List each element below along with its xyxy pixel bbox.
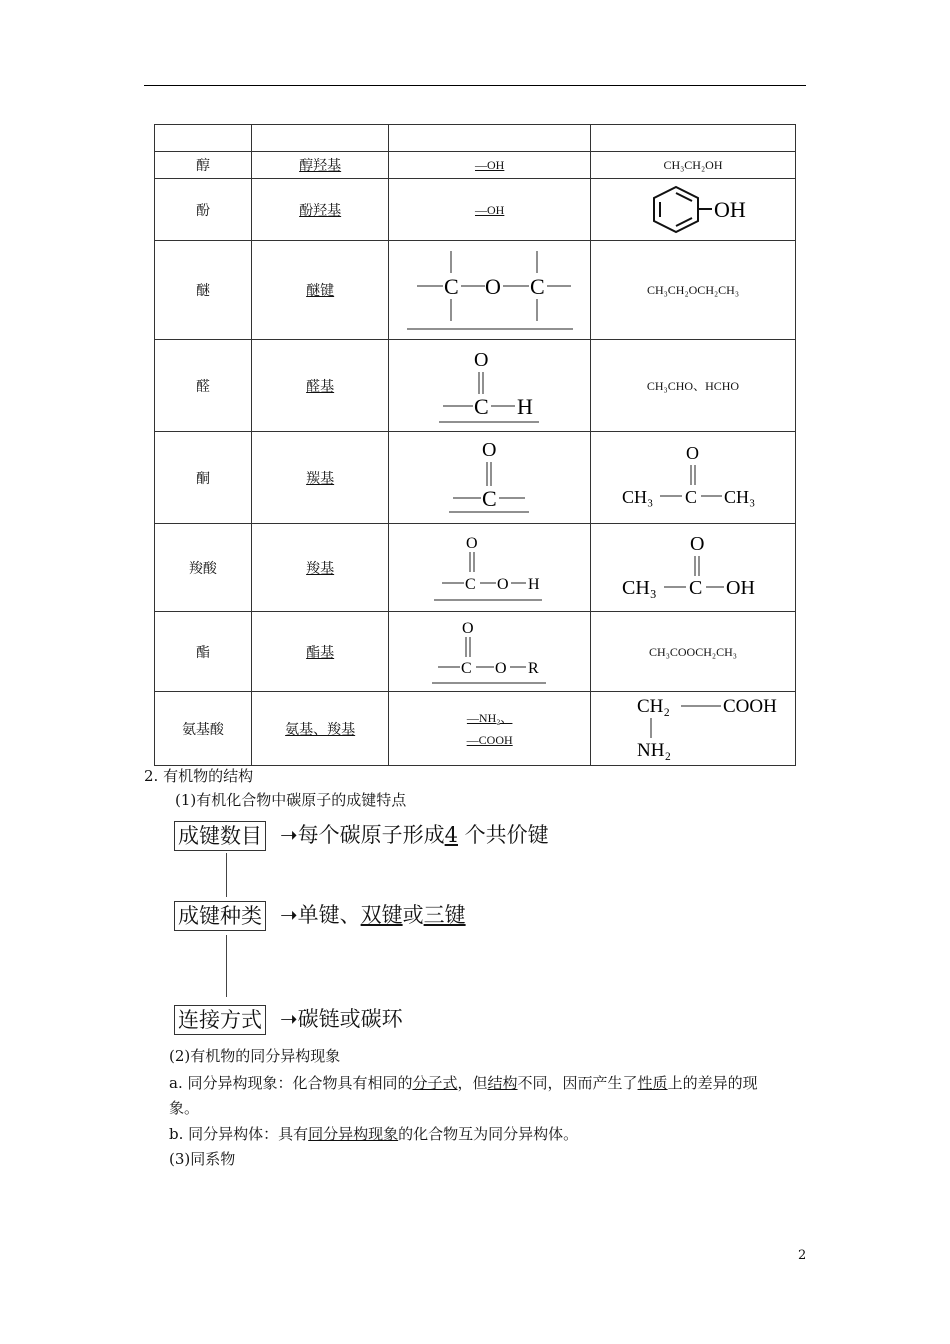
subsection-3: (3)同系物 (169, 1150, 236, 1168)
class-cell: 氨基酸 (155, 692, 252, 766)
glycine-atom: COOH (722, 695, 777, 717)
ester-atom: O (494, 659, 507, 677)
subsection-1: (1)有机化合物中碳原子的成键特点 (175, 791, 407, 809)
diagram-box-bond-type: 成键种类 (174, 901, 266, 931)
class-cell: 醇 (155, 152, 252, 179)
subsection-2: (2)有机物的同分异构现象 (169, 1047, 341, 1065)
section-title: 2. 有机物的结构 (144, 767, 254, 785)
class-cell: 酯 (155, 612, 252, 692)
group-name: 酯基 (306, 644, 335, 661)
acetic-atom: C (688, 576, 703, 599)
diagram-line-connection: ➝碳链或碳环 (280, 1007, 403, 1031)
aldehyde-atom: H (516, 393, 533, 419)
group-formula: —OH (475, 202, 505, 217)
table-row (155, 692, 796, 766)
group-name: 羧基 (306, 560, 335, 577)
class-cell: 醛 (155, 340, 252, 432)
acetic-acid-structure-icon (618, 530, 768, 606)
group-formula: —OH (475, 158, 505, 172)
table-header-row (155, 125, 796, 152)
aldehyde-atom: O (473, 348, 489, 371)
diagram-connector (226, 853, 227, 897)
ether-atom: C (443, 274, 459, 299)
table-row (155, 524, 796, 612)
carboxyl-atom: H (527, 575, 540, 593)
phenol-structure-icon (628, 183, 758, 237)
diagram-line-bond-type: ➝单键、双键或三键 (280, 903, 466, 927)
aldehyde-group-structure-icon (435, 344, 545, 428)
arrow-icon: ➝ (280, 1007, 298, 1031)
paragraph-b: b. 同分异构体：具有同分异构现象的化合物互为同分异构体。 (169, 1125, 579, 1143)
group-name: 醛基 (306, 378, 335, 395)
table-row (155, 612, 796, 692)
example-formula: CH₃CH₂OH (663, 158, 723, 172)
carboxyl-atom: O (496, 575, 509, 593)
acetone-atom: C (684, 486, 697, 507)
group-formula: —COOH (466, 732, 513, 747)
group-name: 醚键 (306, 283, 335, 299)
ester-atom: C (460, 659, 472, 677)
diagram-box-bond-count: 成键数目 (174, 821, 266, 851)
acetic-atom: CH₃ (621, 576, 657, 599)
diagram-box-connection: 连接方式 (174, 1005, 266, 1035)
class-cell: 羧酸 (155, 524, 252, 612)
carbonyl-group-structure-icon (445, 436, 535, 520)
ether-atom: C (529, 274, 545, 299)
example-formula: CH₃CH₂OCH₂CH₃ (646, 283, 740, 297)
phenol-oh-label: OH (713, 196, 746, 222)
table-row (155, 179, 796, 241)
aldehyde-atom: C (473, 393, 489, 419)
class-cell: 酚 (155, 179, 252, 241)
paragraph-a-cont: 象。 (169, 1099, 200, 1117)
group-formula: —NH₂、 (466, 710, 513, 725)
ether-bond-structure-icon (405, 245, 575, 335)
group-name: 酚羟基 (299, 202, 342, 219)
table-row (155, 340, 796, 432)
glycine-atom: CH₂ (636, 695, 670, 717)
group-name: 氨基、羧基 (285, 721, 356, 738)
arrow-icon: ➝ (280, 903, 298, 927)
carboxyl-group-structure-icon (430, 528, 550, 608)
group-name: 醇羟基 (299, 158, 342, 174)
ester-group-structure-icon (430, 615, 550, 689)
table-row (155, 152, 796, 179)
ether-atom: O (484, 274, 501, 299)
carboxyl-atom: O (465, 534, 478, 552)
acetone-atom: O (685, 442, 699, 463)
class-cell: 酮 (155, 432, 252, 524)
class-cell: 醚 (155, 241, 252, 340)
acetic-atom: OH (725, 576, 755, 599)
table-row (155, 241, 796, 340)
functional-group-table (154, 124, 796, 766)
paragraph-a: a. 同分异构现象：化合物具有相同的分子式，但结构不同，因而产生了性质上的差异的现 (169, 1074, 758, 1092)
acetone-atom: CH₃ (723, 486, 756, 507)
acetone-atom: CH₃ (621, 486, 654, 507)
diagram-connector (226, 935, 227, 997)
acetone-structure-icon (618, 441, 768, 515)
page-number: 2 (798, 1248, 807, 1263)
glycine-structure-icon (635, 694, 795, 764)
carbonyl-atom: O (481, 438, 497, 461)
header-rule (144, 85, 806, 86)
carbonyl-atom: C (481, 485, 497, 511)
carboxyl-atom: C (464, 575, 476, 593)
example-formula: CH₃COOCH₂CH₃ (649, 644, 737, 659)
example-formula: CH₃CHO、HCHO (646, 379, 740, 393)
diagram-line-bond-count: ➝每个碳原子形成4 个共价键 (280, 823, 549, 847)
table-row (155, 432, 796, 524)
group-name: 羰基 (306, 470, 335, 487)
arrow-icon: ➝ (280, 823, 298, 847)
glycine-atom: NH₂ (636, 739, 672, 761)
ester-atom: O (461, 619, 474, 637)
ester-atom: R (527, 659, 539, 677)
acetic-atom: O (689, 532, 705, 555)
